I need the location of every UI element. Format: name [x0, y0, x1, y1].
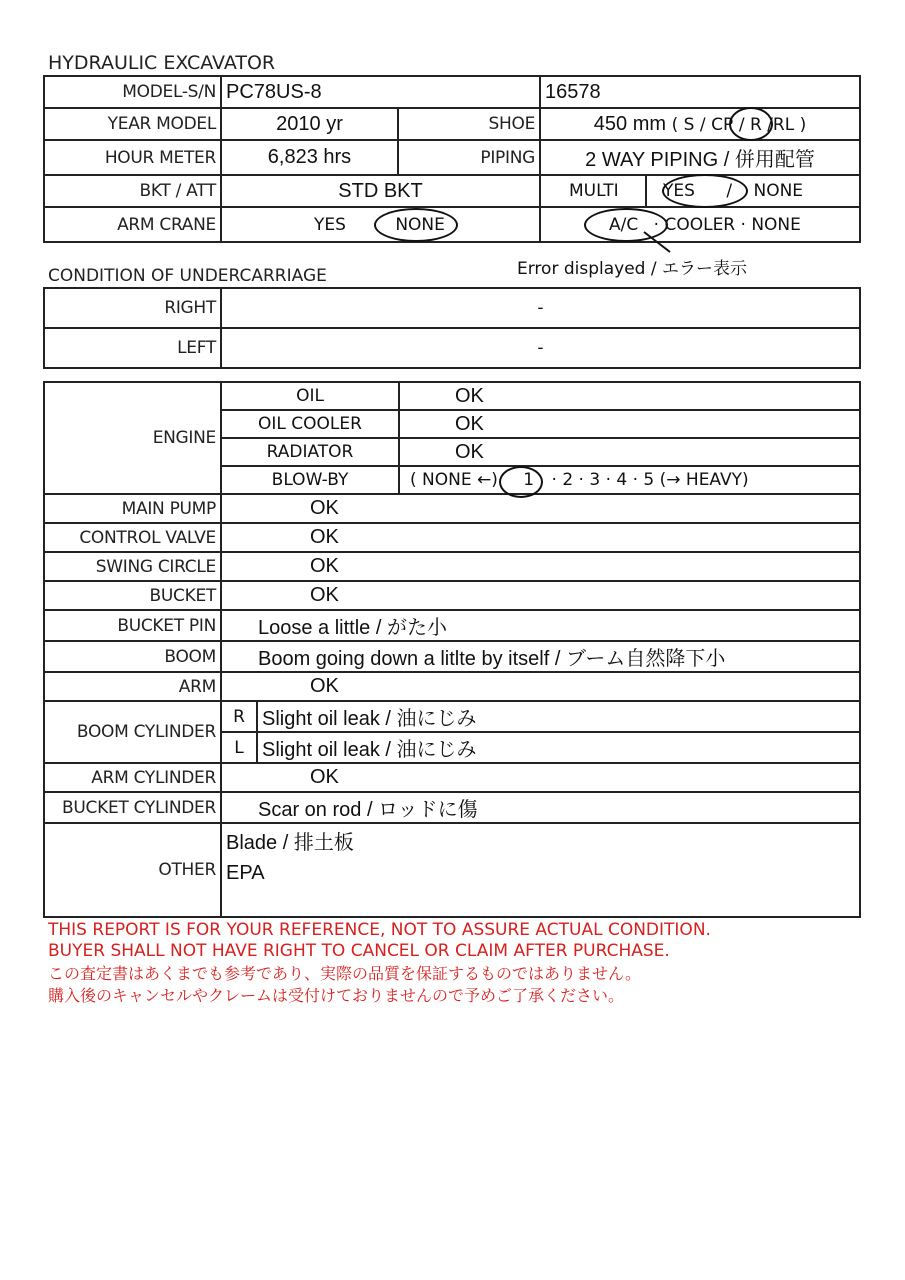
multi-label: MULTI [540, 175, 646, 207]
piping-label: PIPING [398, 140, 540, 175]
bucket-value: OK [221, 581, 860, 610]
undercarriage-left-label: LEFT [44, 328, 221, 368]
arm-crane-label: ARM CRANE [44, 207, 221, 242]
shoe-option-open: ( S / [671, 114, 706, 135]
engine-label: ENGINE [44, 382, 221, 494]
arm-label: ARM [44, 672, 221, 701]
blowby-none: ( NONE ←) [410, 470, 498, 490]
disclaimer-line-1: THIS REPORT IS FOR YOUR REFERENCE, NOT TO ASSURE ACTUAL CONDITION. [48, 920, 711, 940]
control-valve-label: CONTROL VALVE [44, 523, 221, 552]
blowby-circle-mark [499, 466, 543, 498]
engine-oil-cooler-value: OK [399, 410, 860, 438]
other-line-1: Blade / 排土板 [226, 832, 354, 854]
shoe-label: SHOE [398, 108, 540, 140]
model-value: PC78US-8 [221, 76, 540, 108]
bucket-pin-label: BUCKET PIN [44, 610, 221, 641]
engine-oil-label: OIL [221, 382, 399, 410]
main-pump-value: OK [221, 494, 860, 523]
disclaimer-line-2: BUYER SHALL NOT HAVE RIGHT TO CANCEL OR CLAIM AFTER PURCHASE. [48, 941, 670, 961]
engine-radiator-value: OK [399, 438, 860, 466]
bkt-label: BKT / ATT [44, 175, 221, 207]
disclaimer-line-3: この査定書はあくまでも参考であり、実際の品質を保証するものではありません。 [48, 964, 641, 983]
engine-oil-cooler-label: OIL COOLER [221, 410, 399, 438]
boom-value: Boom going down a litlte by itself / ブーム自然降下小 [221, 641, 860, 672]
bucket-cylinder-value: Scar on rod / ロッドに傷 [221, 792, 860, 823]
hour-meter-label: HOUR METER [44, 140, 221, 175]
model-label: MODEL-S/N [44, 76, 221, 108]
ac-option-rest: · COOLER · NONE [653, 214, 801, 235]
arm-cylinder-value: OK [221, 763, 860, 792]
arm-crane-yes: YES [314, 214, 346, 235]
multi-none: NONE [753, 181, 804, 201]
inspection-table [43, 381, 861, 918]
boom-cylinder-l-label: L [221, 732, 257, 763]
swing-circle-value: OK [221, 552, 860, 581]
other-line-2: EPA [226, 862, 265, 884]
blowby-level-1: 1 [523, 470, 535, 490]
multi-separator: / [726, 181, 733, 201]
boom-cylinder-l-value: Slight oil leak / 油にじみ [257, 732, 860, 763]
arm-value: OK [221, 672, 860, 701]
page-title: HYDRAULIC EXCAVATOR [48, 52, 276, 74]
undercarriage-right-value: - [221, 288, 860, 328]
control-valve-value: OK [221, 523, 860, 552]
year-value: 2010 yr [221, 108, 398, 140]
cp-circle-mark [729, 107, 773, 141]
boom-cylinder-label: BOOM CYLINDER [44, 701, 221, 763]
disclaimer-line-4: 購入後のキャンセルやクレームは受付けておりませんので予めご了承ください。 [48, 986, 625, 1005]
engine-radiator-label: RADIATOR [221, 438, 399, 466]
boom-cylinder-r-label: R [221, 701, 257, 732]
crane-none-circle-mark [374, 208, 458, 242]
boom-label: BOOM [44, 641, 221, 672]
hour-meter-value: 6,823 hrs [221, 140, 398, 175]
engine-blowby-label: BLOW-BY [221, 466, 399, 494]
swing-circle-label: SWING CIRCLE [44, 552, 221, 581]
engine-oil-value: OK [399, 382, 860, 410]
shoe-value: 450 mm [593, 112, 667, 135]
main-pump-label: MAIN PUMP [44, 494, 221, 523]
ac-option: A/C [609, 214, 639, 235]
undercarriage-left-value: - [221, 328, 860, 368]
blowby-levels-rest: · 2 · 3 · 4 · 5 (→ HEAVY) [551, 470, 749, 490]
shoe-option-rest: / R /RL ) [738, 114, 807, 135]
engine-blowby-scale [399, 466, 860, 494]
other-notes [221, 823, 860, 917]
shoe-option-cp: CP [711, 114, 734, 135]
serial-value: 16578 [540, 76, 860, 108]
multi-yes: YES [663, 181, 695, 201]
undercarriage-title: CONDITION OF UNDERCARRIAGE [48, 266, 327, 286]
shoe-cell [540, 108, 860, 140]
bucket-label: BUCKET [44, 581, 221, 610]
error-note: Error displayed / エラー表示 [517, 259, 747, 279]
bucket-cylinder-label: BUCKET CYLINDER [44, 792, 221, 823]
arm-crane-none: NONE [395, 214, 445, 235]
bucket-pin-value: Loose a little / がた小 [221, 610, 860, 641]
piping-value: 2 WAY PIPING / 併用配管 [540, 140, 860, 175]
arm-cylinder-label: ARM CYLINDER [44, 763, 221, 792]
multi-yes-circle-mark [662, 174, 748, 208]
other-label: OTHER [44, 823, 221, 917]
undercarriage-right-label: RIGHT [44, 288, 221, 328]
bkt-value: STD BKT [221, 175, 540, 207]
boom-cylinder-r-value: Slight oil leak / 油にじみ [257, 701, 860, 732]
year-label: YEAR MODEL [44, 108, 221, 140]
undercarriage-table [43, 287, 861, 369]
